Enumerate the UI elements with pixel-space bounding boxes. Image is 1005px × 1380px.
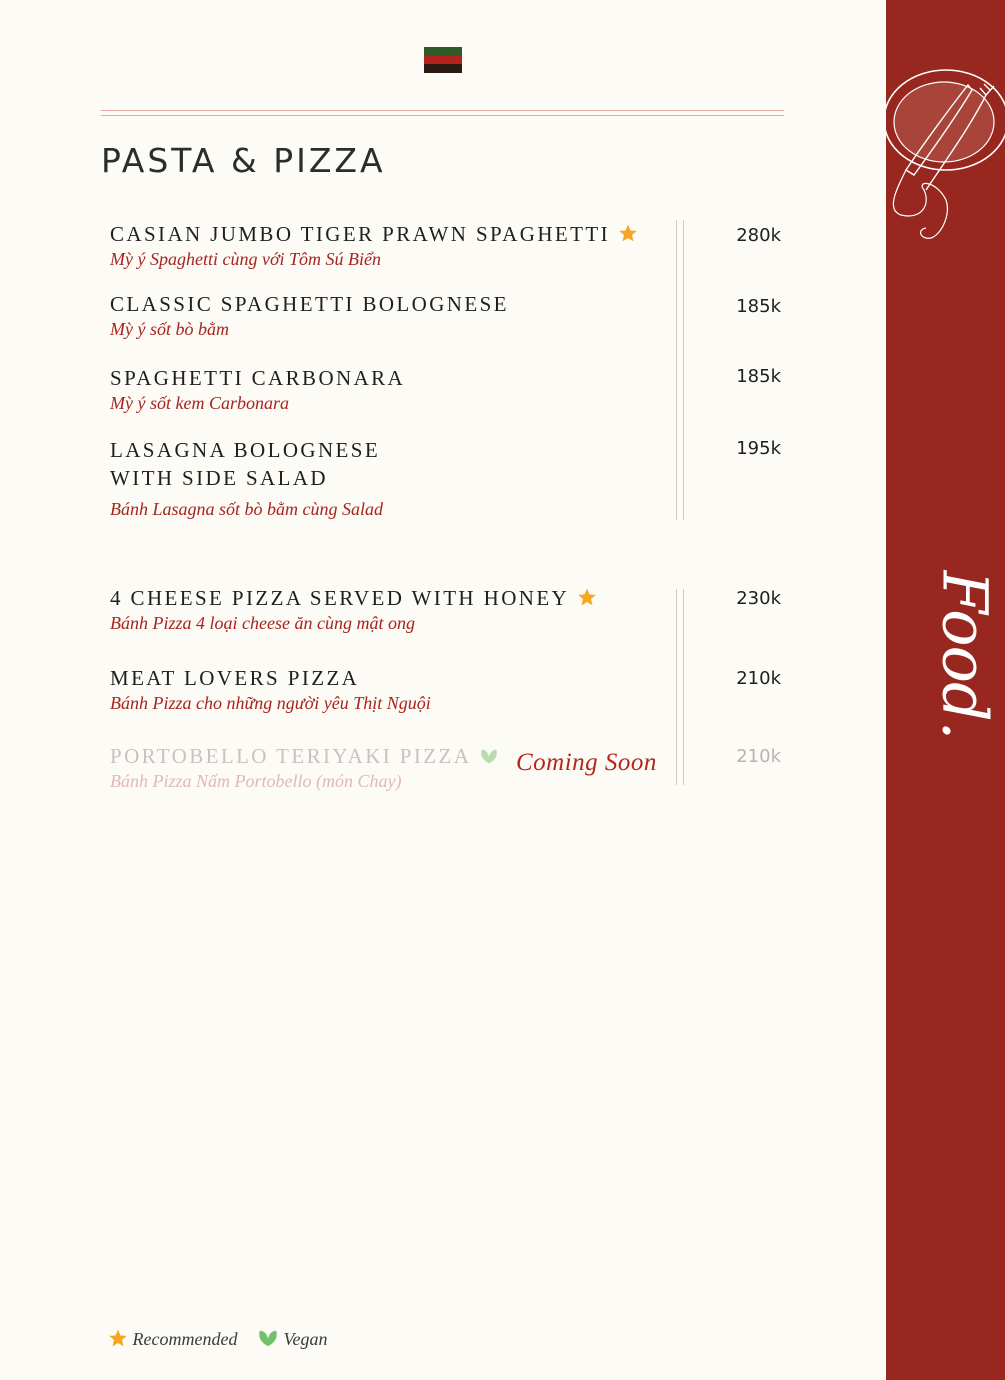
legend-vegan — [257, 1328, 328, 1350]
flag-icon — [424, 47, 462, 73]
divider — [101, 115, 784, 116]
vegan-leaf-icon — [479, 747, 499, 765]
item-name-line1: LASAGNA BOLOGNESE — [110, 438, 381, 462]
star-icon — [577, 587, 597, 607]
menu-item — [110, 290, 509, 340]
item-name: MEAT LOVERS PIZZA — [110, 666, 360, 690]
menu-item — [110, 364, 405, 414]
item-price: 185k — [736, 296, 781, 317]
legend-label: Vegan — [283, 1329, 328, 1349]
item-description: Mỳ ý Spaghetti cùng với Tôm Sú Biển — [110, 249, 382, 269]
menu-item — [110, 436, 383, 520]
item-description: Mỳ ý sốt kem Carbonara — [110, 393, 289, 413]
section-title: PASTA & PIZZA — [101, 141, 386, 180]
menu-item — [110, 220, 638, 270]
item-description: Mỳ ý sốt bò bằm — [110, 319, 229, 339]
star-icon — [618, 223, 638, 243]
item-description: Bánh Pizza Nấm Portobello (món Chay) — [110, 771, 402, 791]
column-divider — [676, 589, 684, 785]
menu-item — [110, 664, 431, 714]
item-name: 4 CHEESE PIZZA SERVED WITH HONEY — [110, 584, 597, 612]
coming-soon-label: Coming Soon — [516, 749, 657, 776]
item-name: SPAGHETTI CARBONARA — [110, 366, 406, 390]
item-name-line2: WITH SIDE SALAD — [110, 466, 328, 490]
item-price: 195k — [736, 438, 781, 459]
item-price: 280k — [736, 225, 781, 246]
plate-cutlery-icon — [886, 40, 1005, 250]
item-name: CASIAN JUMBO TIGER PRAWN SPAGHETTI — [110, 220, 638, 248]
menu-item — [110, 742, 499, 792]
column-divider — [676, 220, 684, 520]
legend-recommended — [108, 1328, 237, 1350]
divider — [101, 110, 784, 111]
item-price: 230k — [736, 588, 781, 609]
legend-label: Recommended — [132, 1329, 238, 1349]
sidebar-label: Food. — [928, 570, 1002, 740]
item-price: 185k — [736, 366, 781, 387]
star-icon — [108, 1328, 128, 1348]
item-description: Bánh Pizza cho những người yêu Thịt Nguội — [110, 693, 431, 713]
vegan-leaf-icon — [257, 1328, 279, 1348]
item-description: Bánh Pizza 4 loại cheese ăn cùng mật ong — [110, 613, 415, 633]
item-price: 210k — [736, 668, 781, 689]
menu-item — [110, 584, 597, 634]
item-description: Bánh Lasagna sốt bò bằm cùng Salad — [110, 499, 384, 519]
item-name: CLASSIC SPAGHETTI BOLOGNESE — [110, 292, 509, 316]
item-price: 210k — [736, 746, 781, 767]
item-name: PORTOBELLO TERIYAKI PIZZA — [110, 742, 499, 770]
